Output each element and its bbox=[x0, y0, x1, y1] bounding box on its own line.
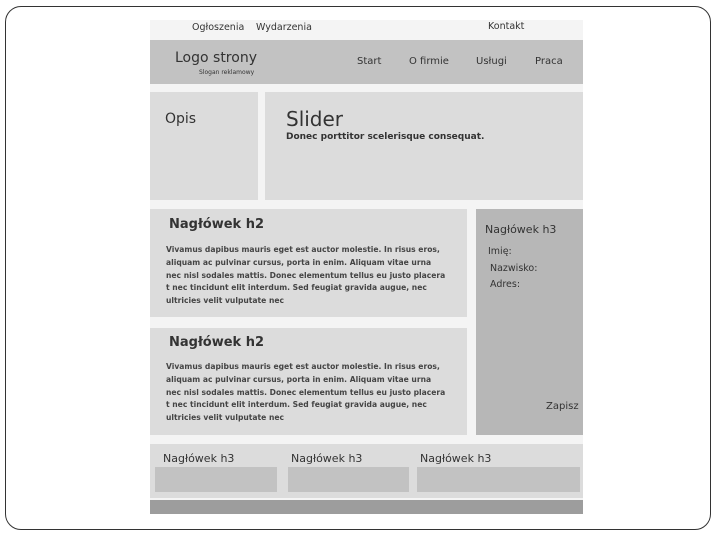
field-name-label[interactable]: Imię: bbox=[488, 246, 512, 257]
field-address-label[interactable]: Adres: bbox=[490, 279, 521, 290]
article-text-line: ultricies velit vulputate nec bbox=[166, 413, 285, 423]
article-text-line: t nec tincidunt elit interdum. Sed feugiat gravida augue, nec bbox=[166, 283, 427, 293]
field-surname-label[interactable]: Nazwisko: bbox=[490, 263, 538, 274]
nav-item-praca[interactable]: Praca bbox=[535, 56, 563, 67]
slogan: Slogan reklamowy bbox=[199, 69, 255, 76]
article-text-line: ultricies velit vulputate nec bbox=[166, 296, 285, 306]
logo[interactable]: Logo strony bbox=[175, 50, 257, 66]
wireframe bbox=[150, 20, 583, 514]
footer-column-box bbox=[417, 467, 580, 492]
topbar-link-ogloszenia[interactable]: Ogłoszenia bbox=[192, 22, 245, 33]
article-text-line: aliquam ac pulvinar cursus, porta in enim. Aliquam vitae urna bbox=[166, 257, 432, 267]
article-text-line: aliquam ac pulvinar cursus, porta in enim. Aliquam vitae urna bbox=[166, 374, 432, 384]
article-text-line: t nec tincidunt elit interdum. Sed feugiat gravida augue, nec bbox=[166, 400, 427, 410]
footer-column-box bbox=[288, 467, 409, 492]
article-text-line: Vivamus dapibus mauris eget est auctor molestie. In risus eros, bbox=[166, 245, 440, 254]
article-text-line: Vivamus dapibus mauris eget est auctor molestie. In risus eros, bbox=[166, 362, 440, 371]
submit-button[interactable]: Zapisz bbox=[546, 401, 579, 412]
article-heading: Nagłówek h2 bbox=[169, 217, 265, 232]
nav-item-start[interactable]: Start bbox=[357, 56, 382, 67]
footer-heading: Nagłówek h3 bbox=[163, 452, 235, 465]
nav-item-uslugi[interactable]: Usługi bbox=[476, 56, 507, 67]
article-text-line: nec nisl sodales mattis. Donec elementum tellus eu justo placera bbox=[166, 270, 446, 280]
slider-text: Donec porttitor scelerisque consequat. bbox=[286, 132, 485, 142]
footer-heading: Nagłówek h3 bbox=[420, 452, 492, 465]
slider-title: Slider bbox=[286, 107, 344, 131]
footer-column-box bbox=[155, 467, 277, 492]
nav-item-o-firmie[interactable]: O firmie bbox=[409, 56, 449, 67]
footer-bar bbox=[150, 500, 583, 514]
sidebar-form bbox=[476, 209, 583, 435]
article-heading: Nagłówek h2 bbox=[169, 335, 265, 350]
topbar-link-wydarzenia[interactable]: Wydarzenia bbox=[256, 22, 312, 33]
description-label: Opis bbox=[165, 111, 197, 127]
topbar-link-kontakt[interactable]: Kontakt bbox=[488, 21, 525, 32]
article-box bbox=[150, 328, 467, 435]
article-box bbox=[150, 209, 467, 317]
article-text-line: nec nisl sodales mattis. Donec elementum tellus eu justo placera bbox=[166, 387, 446, 397]
sidebar-heading: Nagłówek h3 bbox=[485, 223, 557, 236]
footer-heading: Nagłówek h3 bbox=[291, 452, 363, 465]
description-box bbox=[150, 92, 258, 200]
